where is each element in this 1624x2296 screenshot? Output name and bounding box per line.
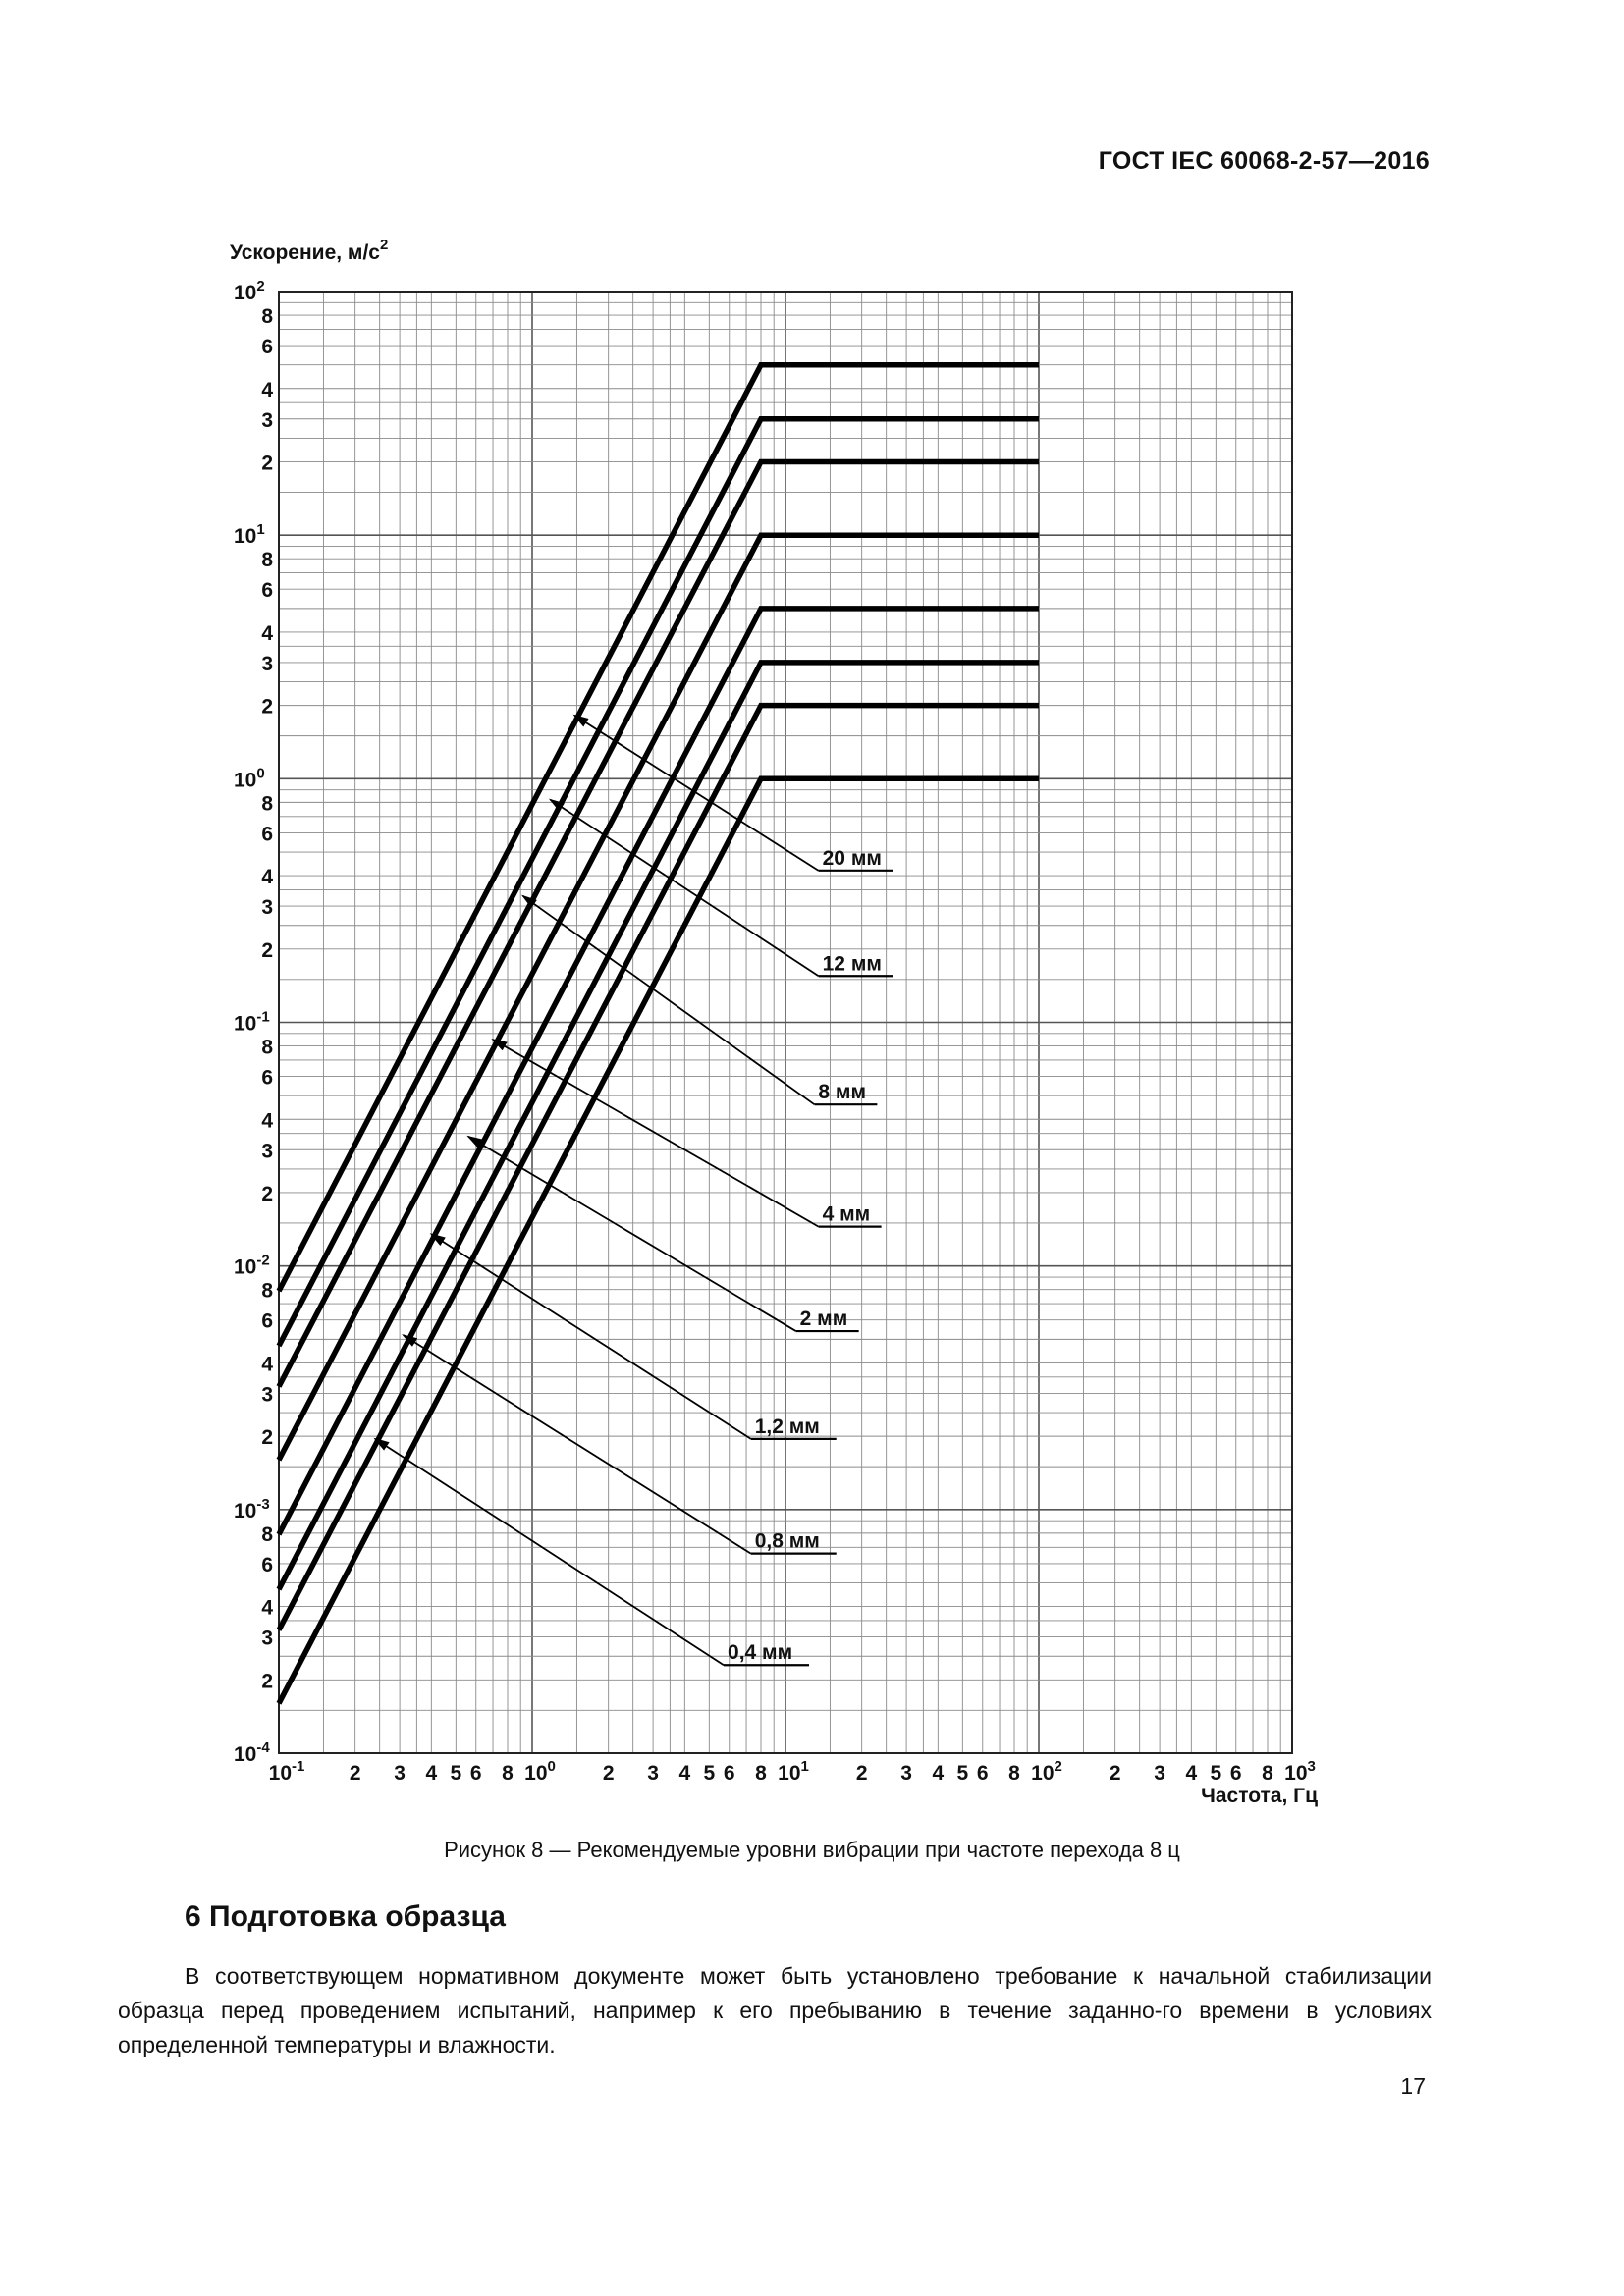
- section-text: [118, 1959, 1432, 2062]
- y-tick-label: $10^{-1}$: [234, 1008, 270, 1036]
- y-tick-label: 6: [261, 579, 273, 603]
- x-tick-label: 8: [755, 1762, 767, 1785]
- x-tick-label: 8: [502, 1762, 514, 1785]
- y-tick-label: 8: [261, 792, 273, 816]
- page-number: 17: [1400, 2073, 1426, 2099]
- x-tick-label: 2: [855, 1762, 868, 1785]
- y-tick-label: 4: [261, 621, 273, 645]
- y-tick-label: 8: [261, 305, 273, 329]
- y-tick-label: 3: [261, 896, 273, 920]
- x-tick-label: $10^{-1}$: [268, 1758, 305, 1785]
- document-header: ГОСТ IEC 60068-2-57—2016: [1098, 147, 1430, 175]
- series-label: 0,8 мм: [754, 1529, 820, 1553]
- x-tick-label: 4: [932, 1762, 945, 1785]
- x-tick-label: 6: [1229, 1762, 1242, 1785]
- y-tick-label: 2: [261, 1426, 273, 1450]
- y-tick-label: 4: [261, 1353, 273, 1376]
- x-tick-label: 4: [425, 1762, 438, 1785]
- y-tick-label: 8: [261, 1036, 273, 1059]
- x-tick-label: $10^0$: [524, 1758, 556, 1785]
- x-tick-label: 8: [1008, 1762, 1020, 1785]
- x-tick-label: 6: [976, 1762, 989, 1785]
- series-label: 4 мм: [822, 1202, 871, 1226]
- series-label-arrow: [431, 1234, 750, 1439]
- y-tick-label: 3: [261, 1627, 273, 1650]
- series-label: 20 мм: [822, 846, 882, 870]
- y-tick-label: 8: [261, 1522, 273, 1546]
- series-label-arrow: [468, 1137, 796, 1331]
- y-tick-label: 6: [261, 823, 273, 846]
- y-tick-label: 4: [261, 1109, 273, 1133]
- x-tick-label: $10^2$: [1031, 1758, 1062, 1785]
- section-paragraph: В соответствующем нормативном документе может быть установлено требование к начальной стабилизации образца перед проведением испытаний, например к его пребыванию в течение заданно-го времени в условиях определенной температуры и влажности.: [118, 1963, 1432, 2057]
- x-tick-label: 3: [900, 1762, 912, 1785]
- x-tick-label: 2: [1109, 1762, 1121, 1785]
- x-tick-label: 2: [349, 1762, 361, 1785]
- x-tick-label: 5: [703, 1762, 716, 1785]
- y-tick-label: 2: [261, 452, 273, 475]
- y-tick-label: 3: [261, 408, 273, 432]
- x-tick-label: 4: [1185, 1762, 1198, 1785]
- x-tick-label: 3: [1154, 1762, 1165, 1785]
- y-tick-label: 6: [261, 336, 273, 359]
- y-tick-label: 6: [261, 1309, 273, 1333]
- series-line: [279, 365, 1039, 1291]
- series-label-arrow: [375, 1439, 724, 1665]
- x-axis-label: Частота, Гц: [1201, 1785, 1318, 1807]
- y-tick-label: 3: [261, 652, 273, 675]
- y-tick-label: $10^{-4}$: [234, 1739, 270, 1766]
- series-label: 8 мм: [818, 1081, 866, 1104]
- y-tick-label: 3: [261, 1140, 273, 1163]
- y-tick-label: $10^{-3}$: [234, 1495, 270, 1522]
- y-tick-label: $10^2$: [234, 278, 265, 304]
- series-label: 1,2 мм: [754, 1415, 820, 1438]
- x-tick-label: 6: [469, 1762, 482, 1785]
- y-tick-label: 2: [261, 1670, 273, 1693]
- y-tick-label: 2: [261, 1182, 273, 1205]
- y-axis-label: Ускорение, $м/с^2$: [230, 237, 389, 264]
- series-label: 12 мм: [822, 952, 882, 976]
- x-tick-label: $10^3$: [1284, 1758, 1316, 1785]
- y-tick-label: 4: [261, 378, 273, 401]
- y-tick-label: 4: [261, 866, 273, 889]
- series-label: 2 мм: [799, 1308, 848, 1331]
- y-tick-label: 8: [261, 549, 273, 572]
- y-tick-label: $10^0$: [234, 765, 265, 792]
- x-tick-label: 6: [723, 1762, 735, 1785]
- y-tick-label: $10^{-2}$: [234, 1252, 270, 1279]
- x-tick-label: 3: [647, 1762, 659, 1785]
- x-tick-label: 2: [602, 1762, 615, 1785]
- x-tick-label: $10^1$: [778, 1758, 809, 1785]
- x-tick-label: 8: [1262, 1762, 1273, 1785]
- figure-caption: Рисунок 8 — Рекомендуемые уровни вибрации при частоте перехода 8 ц: [444, 1838, 1180, 1862]
- y-tick-label: 8: [261, 1279, 273, 1303]
- y-tick-label: $10^1$: [234, 521, 265, 549]
- y-tick-label: 2: [261, 938, 273, 962]
- x-tick-label: 5: [1210, 1762, 1222, 1785]
- x-tick-label: 4: [678, 1762, 691, 1785]
- y-tick-label: 2: [261, 695, 273, 719]
- y-tick-label: 4: [261, 1596, 273, 1620]
- y-tick-label: 6: [261, 1066, 273, 1090]
- x-tick-label: 5: [450, 1762, 462, 1785]
- chart-series: [279, 365, 1039, 1704]
- series-label-arrow: [574, 716, 818, 871]
- y-tick-label: 3: [261, 1383, 273, 1407]
- x-tick-label: 3: [394, 1762, 406, 1785]
- series-label: 0,4 мм: [728, 1641, 793, 1665]
- section-title: 6 Подготовка образца: [185, 1900, 506, 1933]
- series-line: [279, 462, 1039, 1387]
- y-tick-label: 6: [261, 1553, 273, 1576]
- x-tick-label: 5: [956, 1762, 969, 1785]
